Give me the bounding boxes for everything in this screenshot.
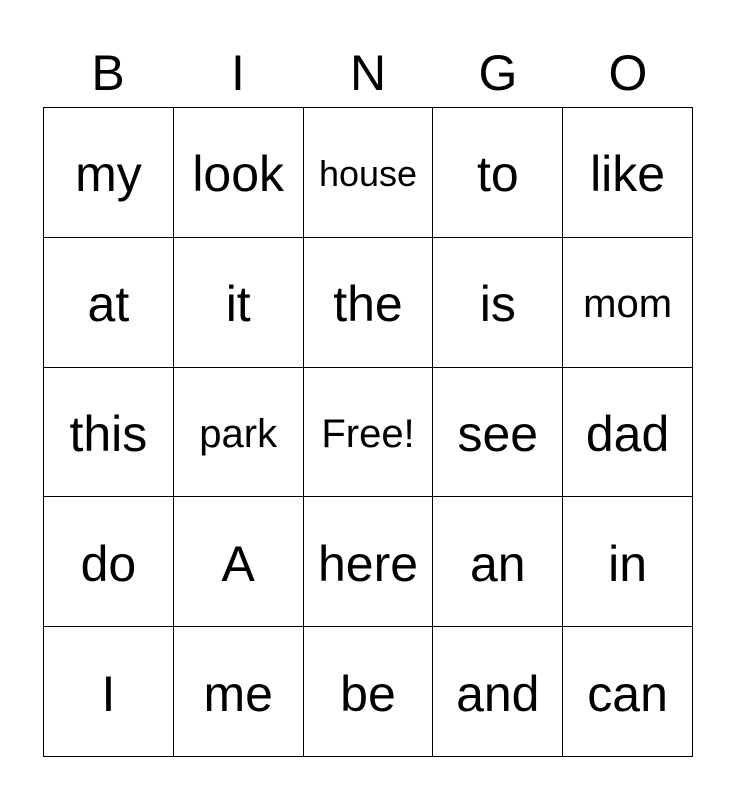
header-letter-o: O <box>608 45 648 101</box>
bingo-cell: it <box>174 238 304 368</box>
bingo-cell: do <box>44 497 174 627</box>
bingo-cell: my <box>44 108 174 238</box>
bingo-cell: A <box>174 497 304 627</box>
bingo-cell: I <box>44 627 174 757</box>
bingo-cell: to <box>433 108 563 238</box>
bingo-header <box>43 42 693 104</box>
bingo-cell: be <box>304 627 434 757</box>
bingo-cell: park <box>174 368 304 498</box>
bingo-board <box>43 107 693 757</box>
bingo-cell: in <box>563 497 693 627</box>
bingo-cell: look <box>174 108 304 238</box>
header-letter-b: B <box>91 45 125 101</box>
bingo-cell: mom <box>563 238 693 368</box>
bingo-cell: is <box>433 238 563 368</box>
bingo-cell: like <box>563 108 693 238</box>
bingo-cell: me <box>174 627 304 757</box>
header-letter-g: G <box>478 45 518 101</box>
bingo-cell: see <box>433 368 563 498</box>
bingo-cell: here <box>304 497 434 627</box>
bingo-cell: this <box>44 368 174 498</box>
header-letter-i: I <box>231 45 245 101</box>
bingo-cell: an <box>433 497 563 627</box>
free-space-cell: Free! <box>304 368 434 498</box>
header-letter-n: N <box>349 45 387 101</box>
bingo-cell: dad <box>563 368 693 498</box>
bingo-cell: house <box>304 108 434 238</box>
bingo-cell: and <box>433 627 563 757</box>
bingo-cell: the <box>304 238 434 368</box>
bingo-cell: at <box>44 238 174 368</box>
bingo-cell: can <box>563 627 693 757</box>
